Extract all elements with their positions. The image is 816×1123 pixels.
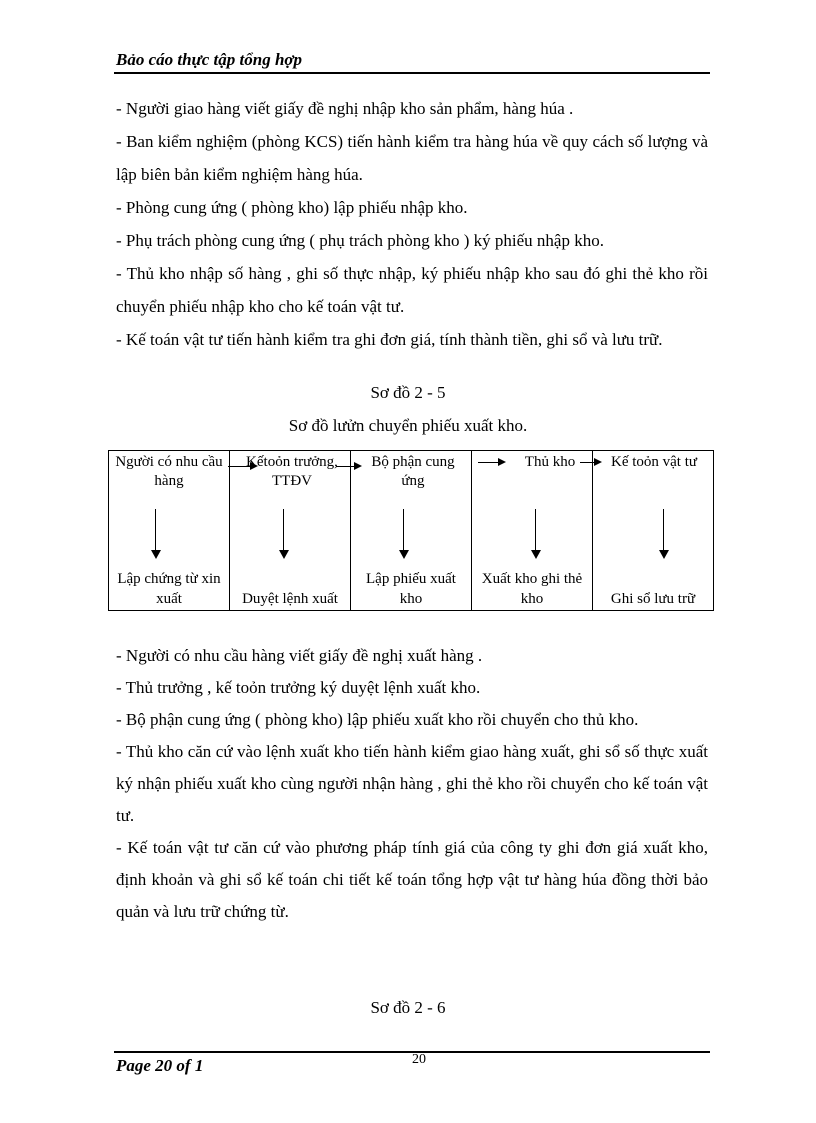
- flow-actor: Thủ kho: [524, 454, 576, 470]
- diagram-title: Sơ đồ lưửn chuyển phiếu xuất kho.: [288, 416, 528, 435]
- flow-action: Lập chứng từ xin xuất: [117, 571, 221, 607]
- flow-action: Lập phiếu xuất kho: [366, 571, 456, 607]
- flow-column: [109, 451, 230, 611]
- down-arrow-icon: [155, 509, 156, 551]
- flow-column: [230, 451, 351, 611]
- paragraph: - Bộ phận cung ứng ( phòng kho) lập phiếu xuất kho rồi chuyển cho thủ kho.: [116, 710, 639, 729]
- down-arrow-icon: [283, 509, 284, 551]
- right-arrow-icon: [228, 466, 256, 467]
- right-arrow-icon: [580, 462, 600, 463]
- flow-actor: Người có nhu cầu hàng: [115, 454, 223, 489]
- paragraph: - Phụ trách phòng cung ứng ( phụ trách phòng kho ) ký phiếu nhập kho.: [116, 231, 604, 250]
- paragraph: - Kế toán vật tư căn cứ vào phương pháp tính giá của công ty ghi đơn giá xuất kho, định khoản và ghi sổ kế toán chi tiết kế toán tổng hợp vật tư hàng húa đồng thời bảo quản và lưu trữ chứng từ.: [116, 838, 708, 921]
- diagram-label: Sơ đồ 2 - 5: [370, 383, 446, 402]
- down-arrow-icon: [535, 509, 536, 551]
- paragraph: - Thủ kho nhập số hàng , ghi số thực nhập, ký phiếu nhập kho sau đó ghi thẻ kho rồi chuyển phiếu nhập kho cho kế toán vật tư.: [116, 264, 708, 316]
- paragraph: - Người giao hàng viết giấy đề nghị nhập kho sản phẩm, hàng húa .: [116, 99, 574, 118]
- footer-page-number: 20: [412, 1052, 426, 1067]
- right-arrow-icon: [336, 466, 360, 467]
- body-section-1: [116, 92, 708, 356]
- paragraph: - Thủ kho căn cứ vào lệnh xuất kho tiến hành kiểm giao hàng xuất, ghi sổ số thực xuất ký nhận phiếu xuất kho cùng người nhận hàng , ghi thẻ kho rồi chuyển cho kế toán vật tư.: [116, 742, 708, 825]
- paragraph: - Thủ trưởng , kế toỏn trưởng ký duyệt lệnh xuất kho.: [116, 678, 481, 697]
- header-title: Bảo cáo thực tập tổng hợp: [116, 50, 303, 69]
- paragraph: - Kế toán vật tư tiến hành kiểm tra ghi đơn giá, tính thành tiền, ghi sổ và lưu trữ.: [116, 330, 663, 349]
- flow-actor: Bộ phận cung ứng: [371, 454, 455, 489]
- flow-actor: Kếtoỏn trưởng, TTĐV: [246, 454, 338, 489]
- body-section-2: [116, 640, 708, 928]
- right-arrow-icon: [478, 462, 504, 463]
- down-arrow-icon: [403, 509, 404, 551]
- flow-column: [472, 451, 593, 611]
- flow-action: Xuất kho ghi thẻ kho: [481, 571, 583, 607]
- footer-page-label: Page 20 of 1: [116, 1056, 204, 1075]
- paragraph: - Người có nhu cầu hàng viết giấy đề nghị xuất hàng .: [116, 646, 483, 665]
- paragraph: - Phòng cung ứng ( phòng kho) lập phiếu nhập kho.: [116, 198, 468, 217]
- flow-column: [351, 451, 472, 611]
- paragraph: - Ban kiểm nghiệm (phòng KCS) tiến hành kiểm tra hàng húa về quy cách số lượng và lập biên bản kiểm nghiệm hàng húa.: [116, 132, 708, 184]
- flow-column: [593, 451, 714, 611]
- diagram-label: Sơ đồ 2 - 6: [370, 998, 446, 1017]
- flow-actor: Kế toỏn vật tư: [610, 454, 698, 470]
- flow-action: Ghi sổ lưu trữ: [610, 591, 696, 607]
- down-arrow-icon: [663, 509, 664, 551]
- flow-action: Duyệt lệnh xuất: [242, 591, 338, 607]
- flow-diagram: [108, 450, 714, 611]
- header-rule: [114, 72, 710, 74]
